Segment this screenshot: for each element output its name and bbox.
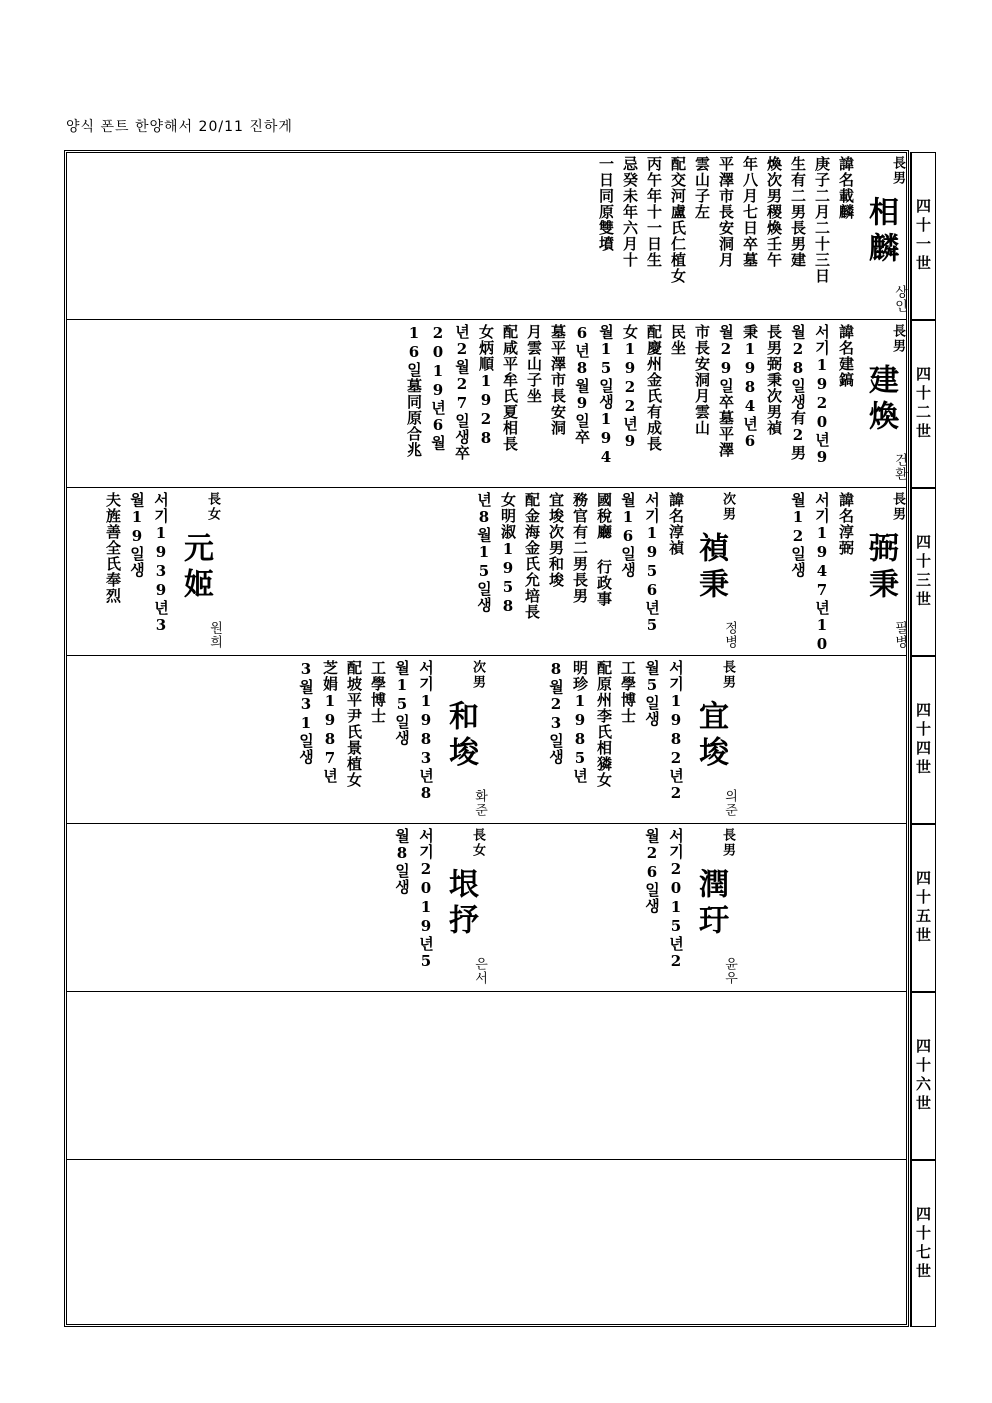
record-text-column: 平澤市長安洞月 [717,156,735,268]
generation-label [910,1160,936,1327]
person-name: 潤玗 [693,868,728,940]
generation-label [910,320,936,488]
relation-label: 長男 [890,324,905,354]
generation-row [66,656,907,824]
record-text-column: 서기2015년2 [667,828,685,971]
generation-row [66,152,907,320]
record-text-column: 配原州李氏相獜女 [595,660,613,788]
record-text-column: 6년8월9일卒 [573,324,591,445]
record-text-column: 16일墓同原合兆 [405,324,423,458]
generation-label [910,152,936,320]
record-text-column: 월5일생 [643,660,661,727]
generation-text: 四十四世 [914,702,932,778]
person-name: 弼秉 [863,532,898,604]
record-text-column: 明珍1985년 [571,660,589,784]
record-text-column: 월16일생 [619,492,637,578]
generation-row [66,992,907,1160]
record-text-column: 서기1947년10 [813,492,831,654]
generation-row [66,1160,907,1327]
generation-label [910,488,936,656]
record-text-column: 서기1939년3 [152,492,170,635]
korean-reading: 윤우 [722,957,737,985]
record-text-column: 忌癸未年六月十 [621,156,639,268]
relation-label: 長男 [890,156,905,186]
korean-reading: 은서 [472,957,487,985]
generation-label [910,992,936,1160]
person-name: 建煥 [863,364,898,436]
record-text-column: 芝娟1987년 [321,660,339,784]
record-text-column: 民坐 [669,324,687,356]
generation-text: 四十五世 [914,870,932,946]
record-text-column: 월15일생 [393,660,411,746]
record-text-column: 配慶州金氏有成長 [645,324,663,452]
page-header: 양식 폰트 한양해서 20/11 진하게 [66,119,293,135]
record-text-column: 月雲山子坐 [525,324,543,404]
record-text-column: 女1922년9 [621,324,639,451]
generation-label [910,824,936,992]
record-text-column: 서기1983년8 [417,660,435,803]
generation-text: 四十二世 [914,366,932,442]
record-text-column: 煥次男稷煥壬午 [765,156,783,268]
record-text-column: 諱名淳禎 [667,492,685,556]
record-text-column: 월8일생 [393,828,411,895]
record-text-column: 年八月七日卒墓 [741,156,759,268]
generation-text: 四十一世 [914,198,932,274]
record-text-column: 國稅廳 行政事 [595,492,613,607]
record-text-column: 配交河盧氏仁植女 [669,156,687,284]
record-text-column: 3월31일생 [297,660,315,765]
record-text-column: 一日同原雙墳 [597,156,615,252]
record-text-column: 工學博士 [619,660,637,724]
record-text-column: 務官有二男長男 [571,492,589,604]
generation-text: 四十七世 [914,1205,932,1282]
record-text-column: 配咸平牟氏夏相長 [501,324,519,452]
record-text-column: 월28일생有2男 [789,324,807,461]
korean-reading: 화준 [472,789,487,817]
record-text-column: 서기1982년2 [667,660,685,803]
record-text-column: 長男弼秉次男禎 [765,324,783,436]
record-text-column: 諱名淳弼 [837,492,855,556]
generation-row [66,824,907,992]
relation-label: 次男 [720,492,735,522]
record-text-column: 월19일생 [128,492,146,578]
record-text-column: 配金海金氏允培長 [523,492,541,620]
record-text-column: 월29일卒墓平澤 [717,324,735,458]
generation-text: 四十六世 [914,1038,932,1114]
generation-text: 四十三世 [914,534,932,610]
person-name: 禎秉 [693,532,728,604]
record-text-column: 년2월27일생卒 [453,324,471,461]
record-text-column: 월26일생 [643,828,661,914]
relation-label: 長男 [890,492,905,522]
record-text-column: 월15일생194 [597,324,615,467]
genealogy-rows [66,152,907,1327]
record-text-column: 월12일생 [789,492,807,578]
relation-label: 長男 [720,828,735,858]
record-text-column: 女炳順1928 [477,324,495,448]
generation-row [66,488,907,656]
generation-label [910,656,936,824]
record-text-column: 宜埈次男和埈 [547,492,565,588]
record-text-column: 년8월15일생 [475,492,493,613]
record-text-column: 市長安洞月雲山 [693,324,711,436]
record-text-column: 庚子二月二十三日 [813,156,831,284]
korean-reading: 건환 [892,453,907,481]
record-text-column: 丙午年十一日生 [645,156,663,268]
record-text-column: 女明淑1958 [499,492,517,616]
person-name: 和埈 [443,700,478,772]
record-text-column: 生有二男長男建 [789,156,807,268]
relation-label: 長女 [470,828,485,858]
generation-row [66,320,907,488]
record-text-column: 配坡平尹氏景植女 [345,660,363,788]
korean-reading: 의준 [722,789,737,817]
record-text-column: 諱名載麟 [837,156,855,220]
relation-label: 長女 [205,492,220,522]
record-text-column: 서기1920년9 [813,324,831,467]
person-name: 垠抒 [443,868,478,940]
relation-label: 長男 [720,660,735,690]
korean-reading: 원희 [207,621,222,649]
person-name: 相麟 [863,196,898,268]
record-text-column: 工學博士 [369,660,387,724]
korean-reading: 정병 [722,621,737,649]
person-name: 宜埈 [693,700,728,772]
relation-label: 次男 [470,660,485,690]
record-text-column: 서기2019년5 [417,828,435,971]
korean-reading: 상인 [892,285,907,313]
record-text-column: 8월23일생 [547,660,565,765]
record-text-column: 雲山子左 [693,156,711,220]
record-text-column: 墓平澤市長安洞 [549,324,567,436]
record-text-column: 서기1956년5 [643,492,661,635]
record-text-column: 夫旌善全氏奉烈 [104,492,122,604]
korean-reading: 필병 [892,621,907,649]
record-text-column: 秉1984년6 [741,324,759,451]
record-text-column: 諱名建鎬 [837,324,855,388]
person-name: 元姬 [178,532,213,604]
record-text-column: 2019년6월 [429,324,447,451]
